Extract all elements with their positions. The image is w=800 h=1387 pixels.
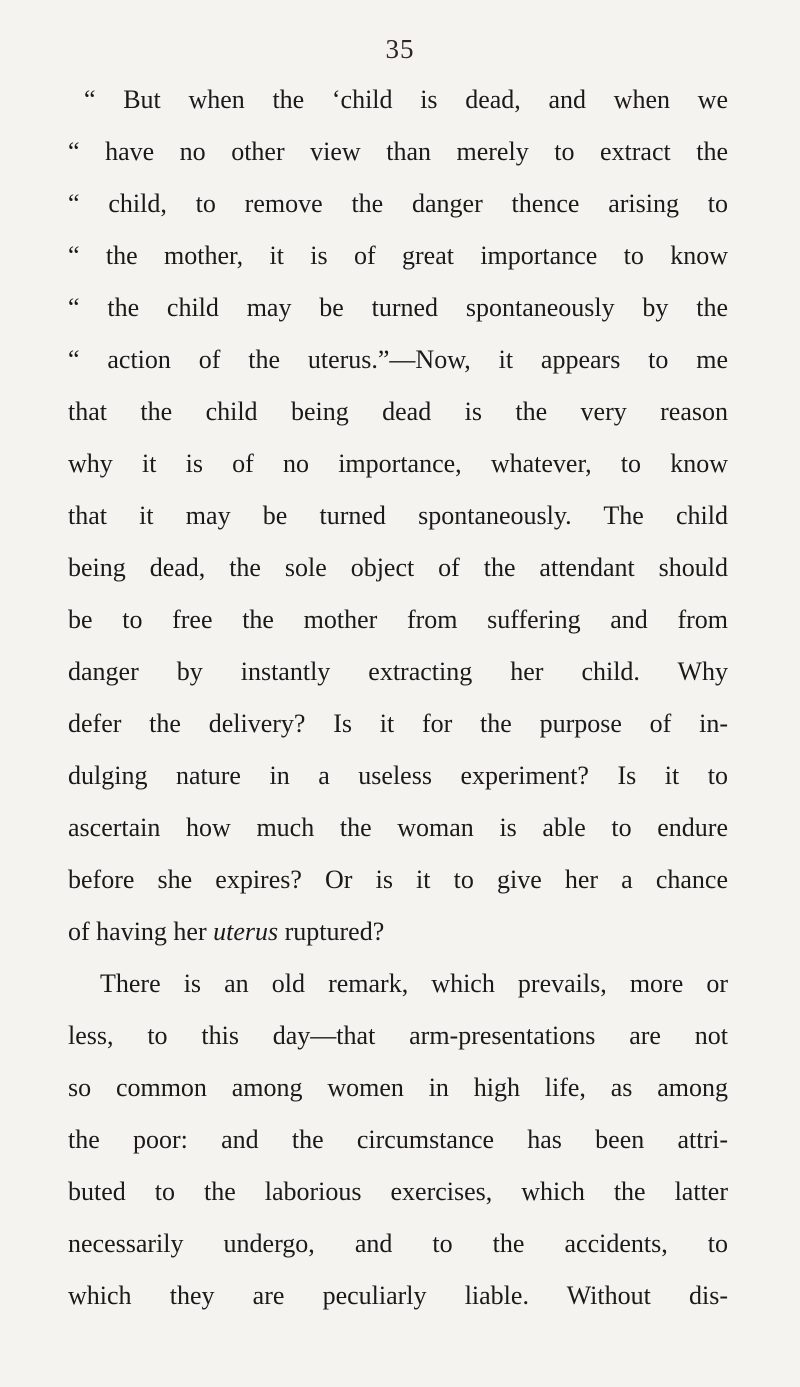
text-line: “ the child may be turned spontaneously by the [68, 293, 728, 322]
text-line: that it may be turned spontaneously. The child [68, 501, 728, 530]
text-line: less, to this day—that arm-presentations are not [68, 1021, 728, 1050]
text-line: be to free the mother from suffering and from [68, 605, 728, 634]
text-fragment: ruptured? [278, 917, 385, 946]
text-line: the poor: and the circumstance has been attri- [68, 1125, 728, 1154]
italic-word-uterus: uterus [213, 917, 279, 946]
text-line: “ child, to remove the danger thence arising to [68, 189, 728, 218]
text-line: ascertain how much the woman is able to endure [68, 813, 728, 842]
text-line: which they are peculiarly liable. Without dis- [68, 1281, 728, 1310]
text-line: “ action of the uterus.”—Now, it appears to me [68, 345, 728, 374]
text-line: being dead, the sole object of the attendant should [68, 553, 728, 582]
text-fragment: of having her [68, 917, 214, 946]
text-line-uterus [68, 906, 728, 958]
text-line: before she expires? Or is it to give her a chance [68, 865, 728, 894]
text-line: buted to the laborious exercises, which the latter [68, 1177, 728, 1206]
text-line: danger by instantly extracting her child. Why [68, 657, 728, 686]
text-line-paragraph-start: There is an old remark, which prevails, more or [100, 969, 728, 998]
body-text [68, 74, 728, 1322]
text-line: “ have no other view than merely to extract the [68, 137, 728, 166]
text-line: dulging nature in a useless experiment? Is it to [68, 761, 728, 790]
text-line: “ the mother, it is of great importance to know [68, 241, 728, 270]
text-line: that the child being dead is the very reason [68, 397, 728, 426]
text-line: defer the delivery? Is it for the purpose of in- [68, 709, 728, 738]
text-line: so common among women in high life, as among [68, 1073, 728, 1102]
page-number: 35 [385, 34, 415, 64]
text-line: necessarily undergo, and to the accidents, to [68, 1229, 728, 1258]
text-line: why it is of no importance, whatever, to know [68, 449, 728, 478]
text-line: “ But when the ‘child is dead, and when we [84, 85, 728, 114]
